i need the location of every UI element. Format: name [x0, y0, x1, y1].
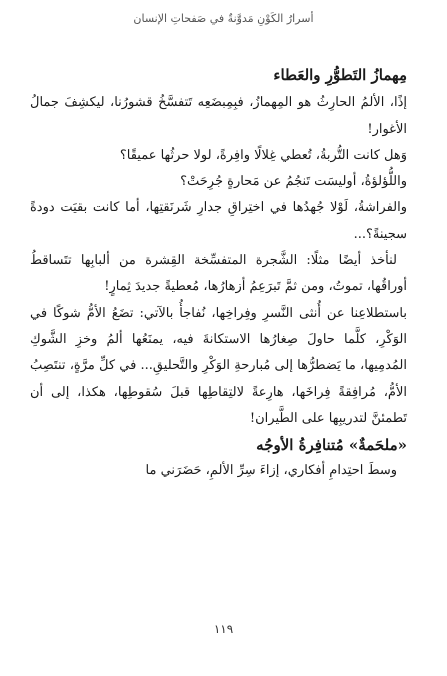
page-number: ١١٩ — [213, 622, 234, 636]
paragraph: إذًا، الألمُ الحارِثُ هو المِهمازُ، فبِمِبضَعِه تَتفسَّخُ قشورُنا، ليكشِفَ جمالُ الأغوار! — [30, 95, 407, 137]
paragraph: باستطلاعِنا عن أُنثى النَّسرِ وفِراخِها، نُفاجأُ بالآتي: تضَعُ الأمُّ شوكًا في الوَكْرِ، كلَّما حاولَ صِغارُها الاستكانةَ فيه، يمنَعُها ألمُ وخزِ الشَّوكِ المُدمِيها، ما يَضطرُّها إلى مُبارحةِ الوَكْرِ والتَّحليقِ... في كلِّ مرَّةٍ، تنتَصِبُ الأمُّ، مُرافِقةً فِراخَها، هارِعةً لالتِقاطِها قبلَ سُقوطِها، هكذا، إلى أن تَطمئنَّ لتدريبِها على الطَّيران! — [30, 305, 407, 426]
paragraph: والفراشةُ، لَوْلا جُهدُها في اختِراقِ جدارِ شَرنَقتِها، أما كانت بقيَت دودةً سجينةً؟... — [30, 200, 407, 242]
running-header: أسرارُ الكَوْنِ مَدوَّنةٌ في صَفحاتِ الإنسان — [133, 12, 314, 25]
page-body — [30, 62, 407, 485]
paragraph: واللُّؤلؤةُ، أوليسَت تَنجُمُ عن مَحارةٍ جُرِحَتْ؟ — [180, 174, 407, 190]
paragraph: وَهل كانت التُّربةُ، تُعطي غِلالًا وافِرةً، لولا حرثُها عميقًا؟ — [119, 147, 407, 163]
section-title: مِهمازُ التَطوُّرِ والعَطاء — [273, 66, 407, 84]
section-title: «ملحَمةٌ» مُتنافِرةُ الأوجُه — [256, 436, 407, 455]
paragraph: وسطَ احتِدامِ أفكاري، إزاءَ سِرِّ الألمِ، حَضَرَني ما — [145, 463, 397, 479]
paragraph: لنأخذ أيضًا مثلًا: الشَّجرة المتفسِّخة القِشرة من ألبابِها تتَساقطُ أوراقُها، تموتُ، ومن ثمَّ تَبرَعِمُ أزهارُها، مُعطيةً جديدَ ثِمارٍ! — [30, 253, 407, 295]
